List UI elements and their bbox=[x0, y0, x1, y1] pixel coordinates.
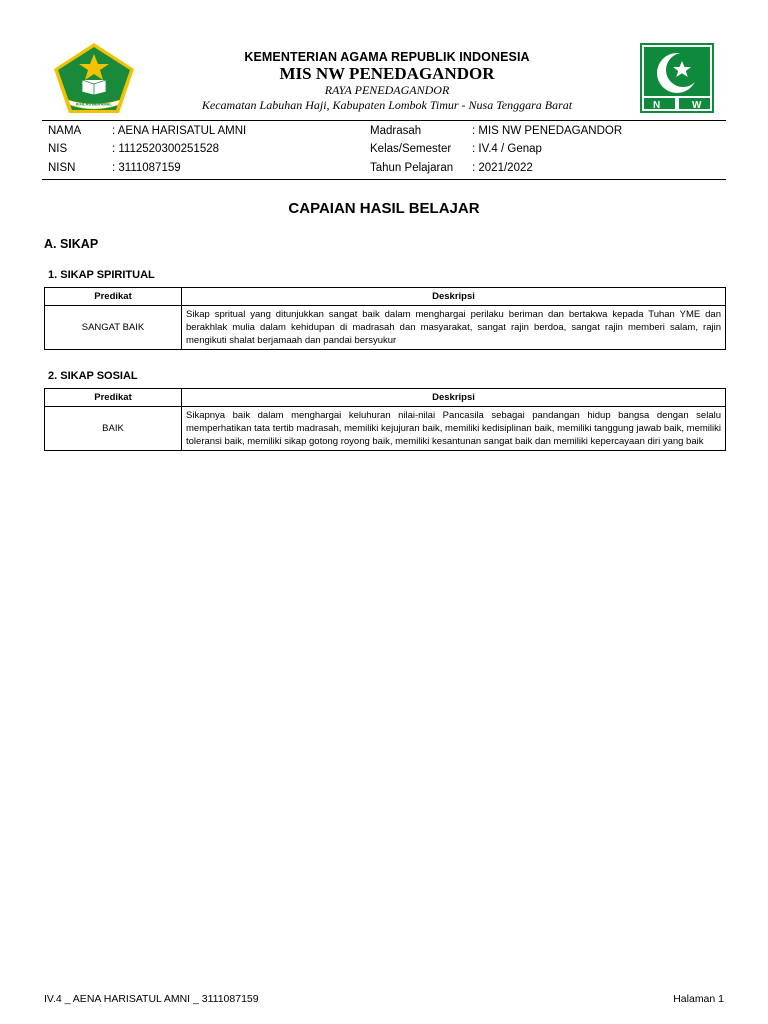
address-line-2: Kecamatan Labuhan Haji, Kabupaten Lombok Timur - Nusa Tenggara Barat bbox=[201, 98, 573, 112]
column-header-predikat: Predikat bbox=[45, 288, 182, 306]
footer-page-number: Halaman 1 bbox=[673, 993, 724, 1005]
nw-logo-letter-w: W bbox=[692, 100, 702, 111]
address-line-1: RAYA PENEDAGANDOR bbox=[324, 83, 450, 97]
info-label-tahun: Tahun Pelajaran bbox=[370, 162, 454, 174]
table-header-row bbox=[45, 288, 726, 306]
info-value-nama: : AENA HARISATUL AMNI bbox=[112, 125, 247, 137]
column-header-deskripsi: Deskripsi bbox=[182, 288, 726, 306]
kemenag-logo bbox=[52, 42, 136, 114]
info-label-nama: NAMA bbox=[48, 125, 82, 137]
spiritual-table bbox=[44, 287, 726, 350]
sosial-heading: 2. SIKAP SOSIAL bbox=[48, 370, 138, 382]
ministry-name: KEMENTERIAN AGAMA REPUBLIK INDONESIA bbox=[244, 50, 530, 64]
info-label-kelas: Kelas/Semester bbox=[370, 143, 452, 155]
footer-student-id: IV.4 _ AENA HARISATUL AMNI _ 3111087159 bbox=[44, 993, 259, 1005]
spiritual-heading: 1. SIKAP SPIRITUAL bbox=[48, 269, 155, 281]
info-value-tahun: : 2021/2022 bbox=[472, 162, 533, 174]
kemenag-logo-text: IKHLAS BERAMAL bbox=[76, 101, 112, 107]
column-header-predikat: Predikat bbox=[45, 389, 182, 407]
nw-logo bbox=[640, 43, 714, 113]
table-row bbox=[45, 407, 726, 451]
section-a-heading: A. SIKAP bbox=[44, 237, 99, 251]
school-name: MIS NW PENEDAGANDOR bbox=[279, 64, 495, 83]
column-header-deskripsi: Deskripsi bbox=[182, 389, 726, 407]
nw-logo-letter-n: N bbox=[653, 100, 661, 111]
page-title: CAPAIAN HASIL BELAJAR bbox=[288, 200, 480, 217]
predikat-cell: BAIK bbox=[45, 407, 182, 451]
deskripsi-cell: Sikap spritual yang ditunjukkan sangat baik dalam menghargai perilaku beriman dan bertakwa kepada Tuhan YME dan berakhlak mulia dalam kehidupan di madrasah dan masyarakat, sangat rajin berdoa, sangat rajin memberi salam, rajin mengikuti shalat berjamaah dan pandai bersyukur bbox=[182, 306, 726, 350]
table-header-row bbox=[45, 389, 726, 407]
sosial-table bbox=[44, 388, 726, 451]
info-value-madrasah: : MIS NW PENEDAGANDOR bbox=[472, 125, 623, 137]
info-label-nis: NIS bbox=[48, 143, 68, 155]
info-label-madrasah: Madrasah bbox=[370, 125, 422, 137]
header-divider bbox=[42, 120, 726, 121]
info-divider bbox=[42, 179, 726, 180]
info-label-nisn: NISN bbox=[48, 162, 76, 174]
info-value-nisn: : 3111087159 bbox=[112, 162, 181, 174]
table-row bbox=[45, 306, 726, 350]
deskripsi-cell: Sikapnya baik dalam menghargai keluhuran nilai-nilai Pancasila sebagai pandangan hidup bangsa dengan selalu memperhatikan tata tertib madrasah, memiliki kejujuran baik, memiliki kedisiplinan baik, memiliki tanggung jawab baik, memiliki toleransi baik, memiliki sikap gotong royong baik, memiliki kesantunan sangat baik dan memiliki kepercayaan diri yang baik bbox=[182, 407, 726, 451]
info-value-nis: : 1112520300251528 bbox=[112, 143, 220, 155]
predikat-cell: SANGAT BAIK bbox=[45, 306, 182, 350]
info-value-kelas: : IV.4 / Genap bbox=[472, 143, 542, 155]
